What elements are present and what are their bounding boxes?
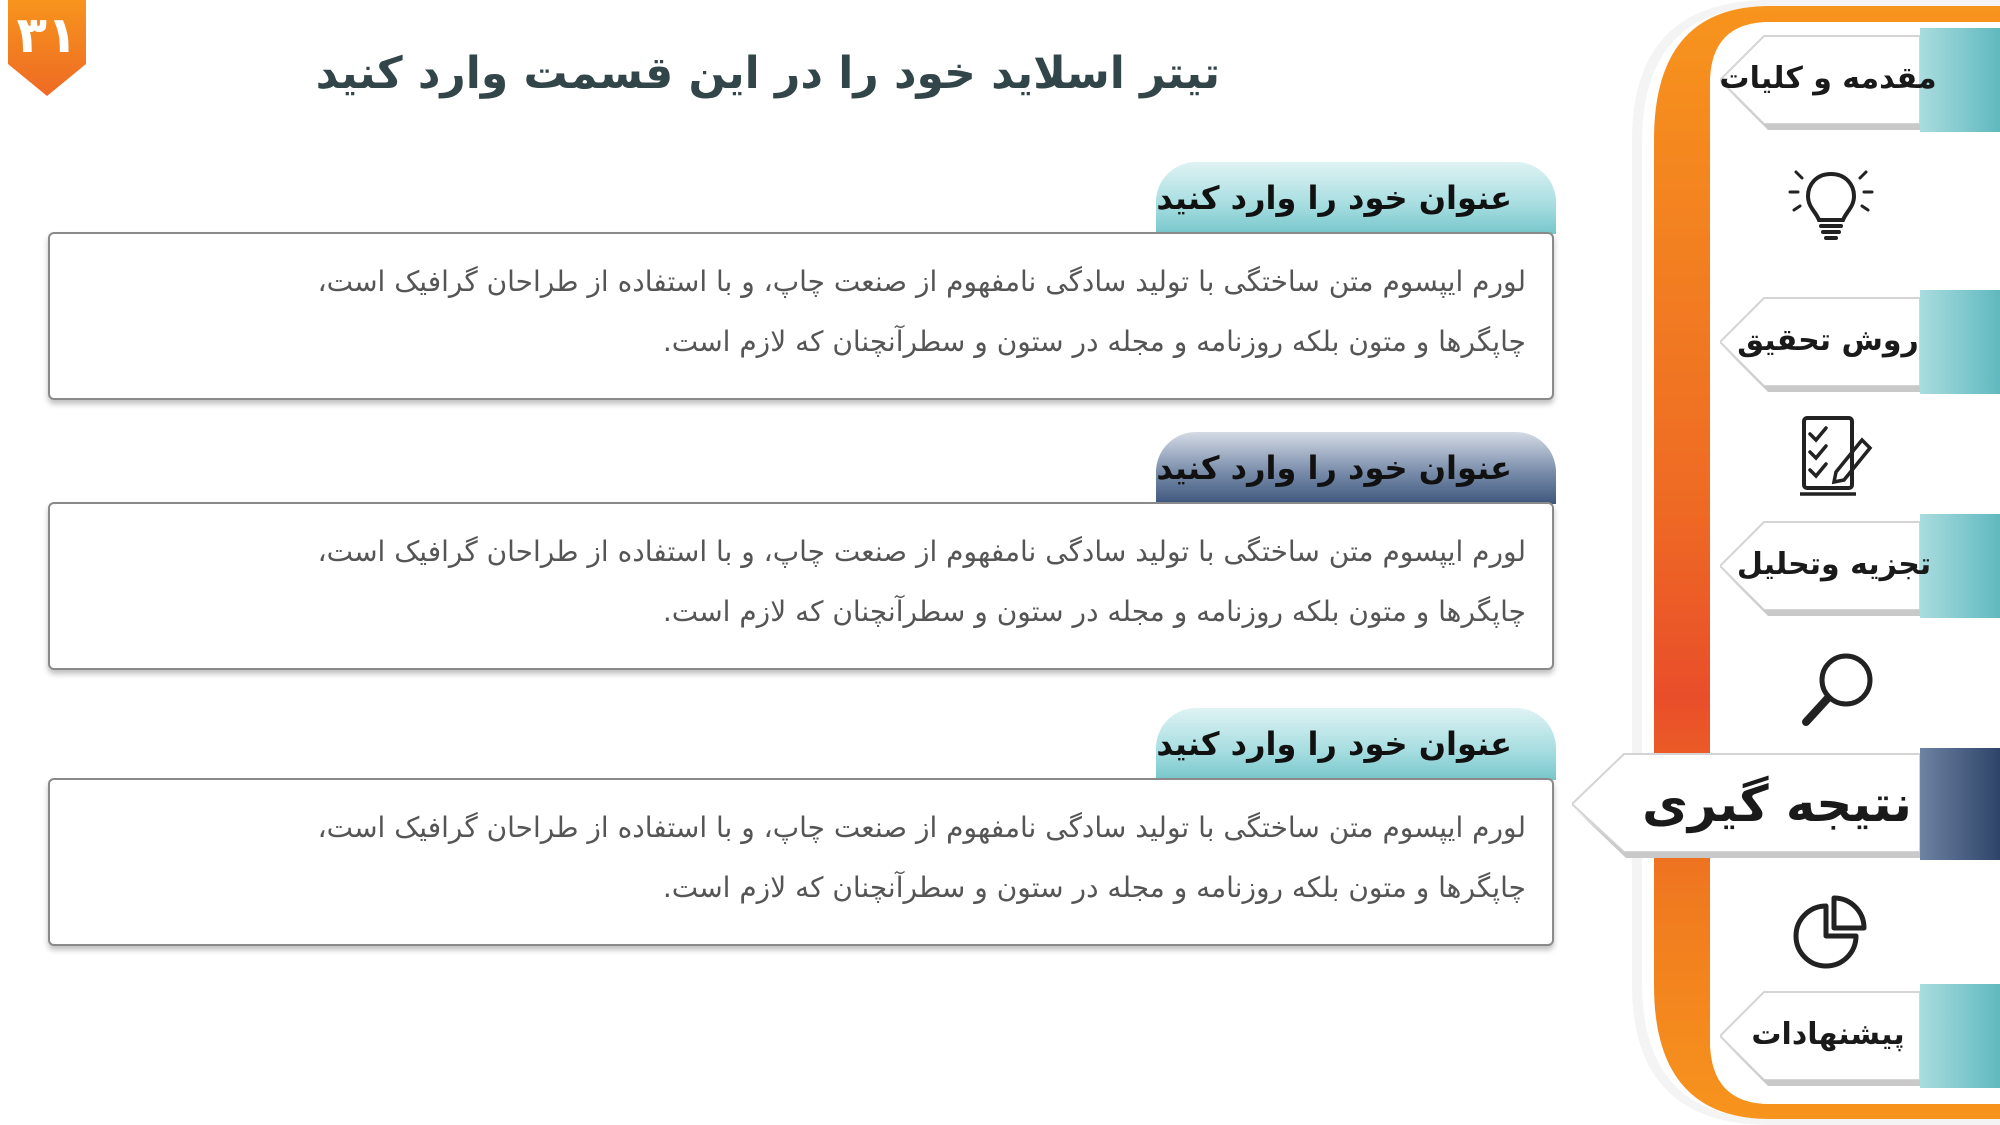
section-2-box xyxy=(48,502,1554,670)
nav-item-1[interactable] xyxy=(1719,28,1937,128)
section-3-line-2: چاپگرها و متون بلکه روزنامه و مجله در ستون و سطرآنچنان که لازم است. xyxy=(662,871,1526,904)
section-2-line-1: لورم ایپسوم متن ساختگی با تولید سادگی نامفهوم از صنعت چاپ، و با استفاده از طراحان گرافیک است، xyxy=(317,535,1526,568)
section-2-line-2: چاپگرها و متون بلکه روزنامه و مجله در ستون و سطرآنچنان که لازم است. xyxy=(662,595,1526,628)
checklist-pencil-icon xyxy=(1790,410,1880,500)
magnifier-icon xyxy=(1794,644,1884,734)
section-2-title: عنوان خود را وارد کنید xyxy=(1156,449,1512,487)
nav-item-2[interactable] xyxy=(1736,290,1920,390)
pie-chart-icon xyxy=(1786,886,1876,976)
section-1-line-2: چاپگرها و متون بلکه روزنامه و مجله در ستون و سطرآنچنان که لازم است. xyxy=(662,325,1526,358)
nav-item-3[interactable] xyxy=(1736,514,1932,614)
nav-item-5[interactable] xyxy=(1736,984,1920,1084)
nav-item-3-label: تجزیه وتحلیل xyxy=(1736,546,1932,582)
nav-item-4-active[interactable] xyxy=(1640,752,1914,856)
nav-item-1-label: مقدمه و کلیات xyxy=(1719,60,1937,96)
section-3-title: عنوان خود را وارد کنید xyxy=(1156,725,1512,763)
nav-item-5-label: پیشنهادات xyxy=(1751,1016,1905,1052)
slide-title: تیتر اسلاید خود را در این قسمت وارد کنید xyxy=(315,48,1220,99)
nav-item-2-label: روش تحقیق xyxy=(1737,322,1919,358)
nav-item-4-label: نتیجه گیری xyxy=(1642,775,1912,833)
section-1-box xyxy=(48,232,1554,400)
section-1-title: عنوان خود را وارد کنید xyxy=(1156,179,1512,217)
section-3-box xyxy=(48,778,1554,946)
lightbulb-icon xyxy=(1786,160,1876,250)
section-1-line-1: لورم ایپسوم متن ساختگی با تولید سادگی نامفهوم از صنعت چاپ، و با استفاده از طراحان گرافیک است، xyxy=(317,265,1526,298)
section-2-title-tab xyxy=(1156,432,1556,504)
section-3-title-tab xyxy=(1156,708,1556,780)
section-1-title-tab xyxy=(1156,162,1556,234)
slide-number: ۳۱ xyxy=(16,6,78,64)
section-3-line-1: لورم ایپسوم متن ساختگی با تولید سادگی نامفهوم از صنعت چاپ، و با استفاده از طراحان گرافیک است، xyxy=(317,811,1526,844)
